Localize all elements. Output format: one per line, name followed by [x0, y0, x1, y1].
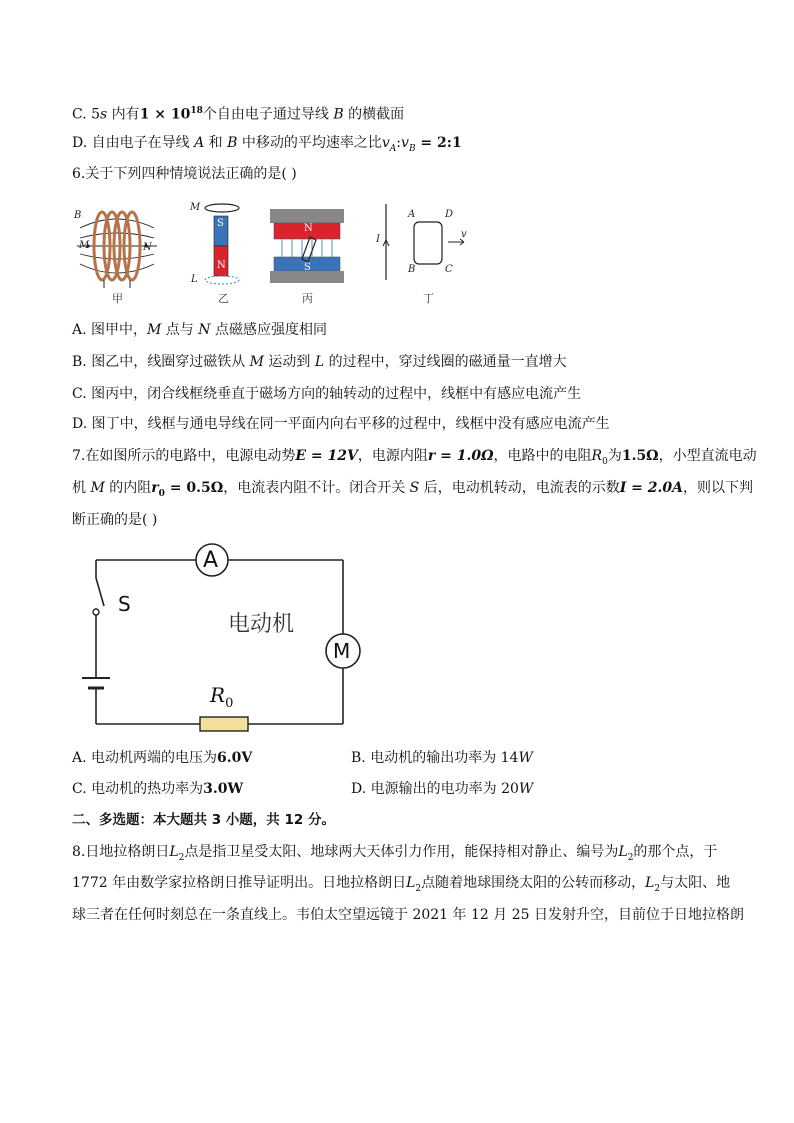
q6-option-b: B. 图乙中，线圈穿过磁铁从 M 运动到 L 的过程中，穿过线圈的磁通量一直增大 — [72, 354, 567, 370]
bing-label-n: N — [304, 223, 313, 234]
q7-option-a: A. 电动机两端的电压为6.0V — [72, 750, 253, 766]
yi-label-n: N — [217, 260, 226, 271]
ding-label-b: B — [408, 264, 416, 275]
q7-option-c: C. 电动机的热功率为3.0W — [72, 781, 244, 797]
ammeter-label: A — [203, 548, 219, 573]
caption-ding: 丁 — [423, 292, 434, 305]
q5-option-c: C. 5s 内有$1 \times 10^{18}$个自由电子通过导线 B 的横截面 — [72, 106, 405, 123]
q8-line3: 球三者在任何时刻总在一条直线上。韦伯太空望远镜于 2021 年 12 月 25 日发射升空，目前位于日地拉格朗 — [72, 907, 744, 923]
q5-option-d: D. 自由电子在导线 A 和 B 中移动的平均速率之比$v_A:v_B$ = 2:1 — [72, 135, 462, 154]
ding-label-i: I — [376, 234, 380, 245]
resistor-label: $R_0$ — [210, 683, 234, 711]
ding-label-d: D — [445, 209, 454, 220]
q7-stem-line3: 断正确的是( ) — [72, 512, 158, 528]
yi-label-s: S — [217, 218, 224, 229]
figure-ding-wire-loop — [376, 202, 476, 284]
ding-label-v: v — [461, 229, 467, 240]
q7-option-d: D. 电源输出的电功率为 20W — [351, 781, 534, 797]
ding-label-a: A — [408, 209, 416, 220]
ding-label-c: C — [445, 264, 453, 275]
caption-yi: 乙 — [218, 292, 229, 305]
q8-line1: 8.日地拉格朗日$L_2$点是指卫星受太阳、地球两大天体引力作用，能保持相对静止、编号为$L_2$的那个点，于 — [72, 844, 718, 863]
jia-label-n: N — [143, 242, 152, 253]
q6-stem: 6.关于下列四种情境说法正确的是( ) — [72, 166, 297, 182]
motor-symbol-label: M — [333, 639, 351, 663]
motor-text-label: 电动机 — [228, 612, 295, 637]
q6-option-d: D. 图丁中，线框与通电导线在同一平面内向右平移的过程中，线框中没有感应电流产生 — [72, 416, 610, 432]
bing-label-s: S — [304, 262, 311, 273]
caption-bing: 丙 — [302, 292, 313, 305]
jia-label-b: B — [74, 210, 82, 221]
figure-yi-magnet — [195, 200, 245, 290]
q7-stem-line1: 7.在如图所示的电路中，电源电动势E = 12V，电源内阻r = 1.0Ω，电路中的电阻$R_0$为1.5Ω，小型直流电动 — [72, 448, 757, 467]
q8-line2: 1772 年由数学家拉格朗日推导证明出。日地拉格朗日$L_2$点随着地球围绕太阳的公转而移动，$L_2$与太阳、地 — [72, 875, 731, 894]
caption-jia: 甲 — [112, 292, 123, 305]
yi-label-m: M — [190, 202, 201, 213]
q7-option-b: B. 电动机的输出功率为 14W — [351, 750, 533, 766]
jia-label-m: M — [79, 240, 90, 251]
q7-stem-line2: 机 M 的内阻$r_0 = 0.5\Omega$，电流表内阻不计。闭合开关 S 后，电动机转动，电流表的示数I = 2.0A，则以下判 — [72, 480, 753, 499]
q6-option-c: C. 图丙中，闭合线框绕垂直于磁场方向的轴转动的过程中，线框中有感应电流产生 — [72, 386, 582, 402]
q6-option-a: A. 图甲中，M 点与 N 点磁感应强度相同 — [72, 322, 327, 338]
yi-label-l: L — [191, 274, 198, 285]
switch-label: S — [118, 592, 131, 616]
section-multi-choice-heading: 二、多选题：本大题共 3 小题，共 12 分。 — [72, 812, 335, 828]
figure-bing-magnets — [268, 207, 348, 285]
